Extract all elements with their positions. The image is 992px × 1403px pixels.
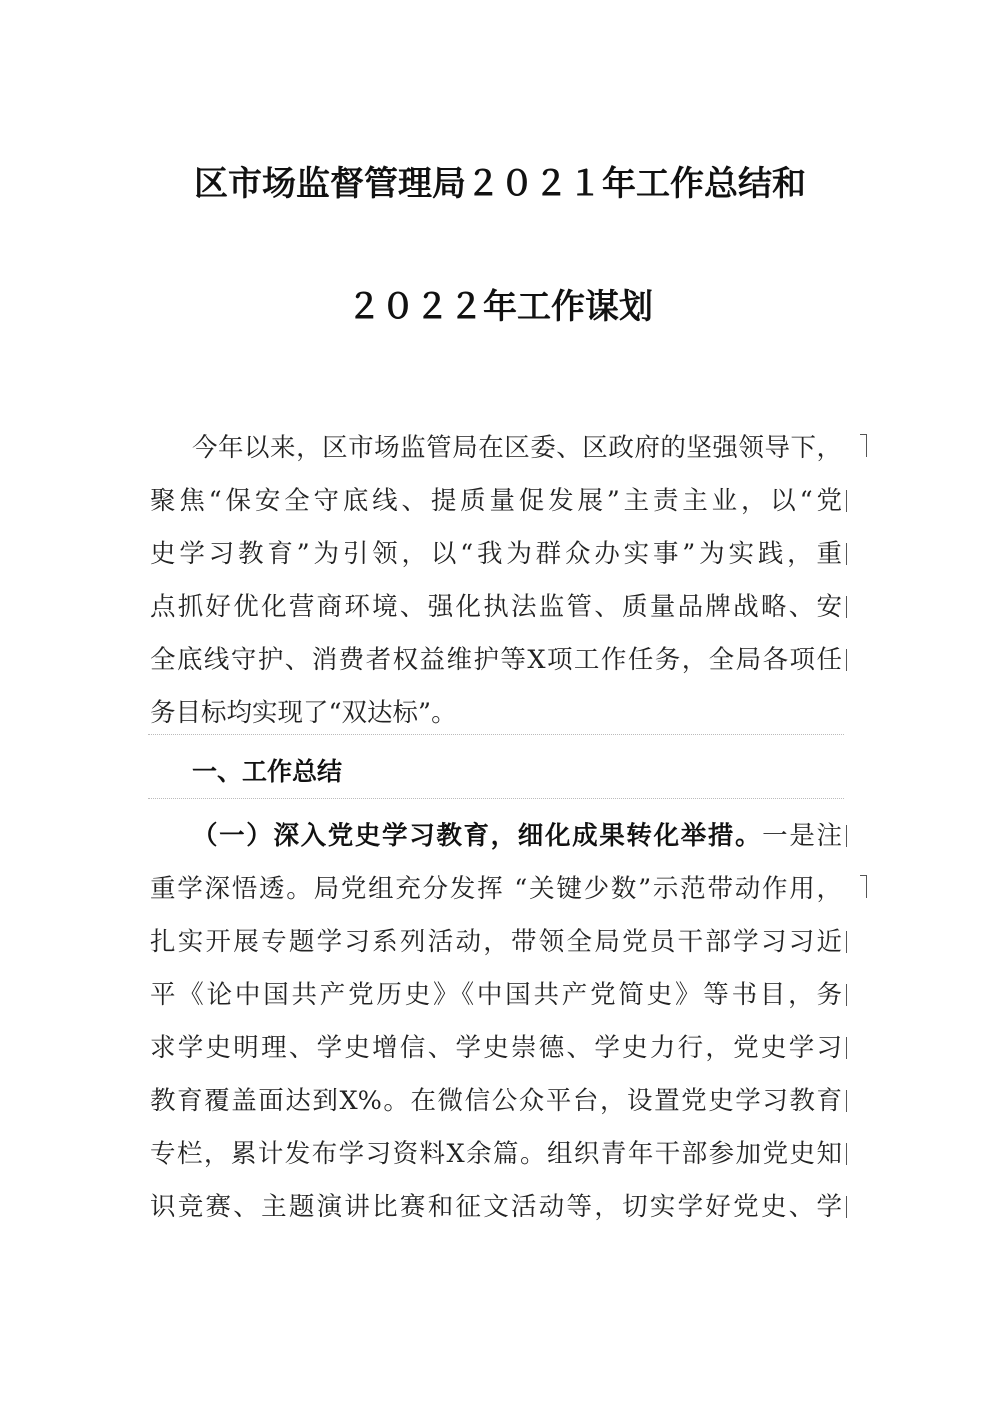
- paragraph-separator: [148, 798, 844, 799]
- margin-mark: [846, 825, 847, 847]
- margin-corner-mark: [860, 434, 867, 457]
- paragraph-separator: [148, 734, 844, 735]
- paragraph-line: 今年以来，区市场监管局在区委、区政府的坚强领导下，: [192, 433, 842, 463]
- document-title-line-1: 区市场监督管理局２０２１年工作总结和: [194, 164, 806, 204]
- section-heading: 一、工作总结: [192, 757, 343, 786]
- document-title-line-2: ２０２２年工作谋划: [347, 287, 653, 327]
- paragraph-line: 识竞赛、主题演讲比赛和征文活动等，切实学好党史、学: [150, 1192, 842, 1222]
- margin-mark: [846, 1090, 847, 1112]
- margin-mark: [846, 649, 847, 671]
- margin-mark: [846, 1037, 847, 1059]
- paragraph-line: 求学史明理、学史增信、学史崇德、学史力行，党史学习: [150, 1033, 842, 1063]
- margin-mark: [846, 1143, 847, 1165]
- subsection-text: 一是注: [762, 821, 842, 851]
- margin-mark: [846, 543, 847, 565]
- paragraph-line: 重学深悟透。局党组充分发挥 “关键少数”示范带动作用，: [150, 874, 842, 904]
- paragraph-line: 务目标均实现了“双达标”。: [150, 698, 457, 728]
- paragraph-line: 史学习教育”为引领，以“我为群众办实事”为实践，重: [150, 539, 842, 569]
- paragraph-line: 全底线守护、消费者权益维护等X项工作任务，全局各项任: [150, 645, 842, 675]
- subsection-first-line: [192, 816, 842, 856]
- margin-corner-mark: [860, 875, 867, 898]
- margin-mark: [846, 931, 847, 953]
- paragraph-line: 点抓好优化营商环境、强化执法监管、质量品牌战略、安: [150, 592, 842, 622]
- margin-mark: [846, 1196, 847, 1218]
- paragraph-line: 教育覆盖面达到X%。在微信公众平台，设置党史学习教育: [150, 1086, 842, 1116]
- subsection-heading: （一）深入党史学习教育，细化成果转化举措。: [192, 821, 763, 851]
- paragraph-line: 专栏，累计发布学习资料X余篇。组织青年干部参加党史知: [150, 1139, 842, 1169]
- margin-mark: [846, 596, 847, 618]
- margin-mark: [846, 984, 847, 1006]
- paragraph-line: 扎实开展专题学习系列活动，带领全局党员干部学习习近: [150, 927, 842, 957]
- margin-mark: [846, 490, 847, 512]
- paragraph-line: 平《论中国共产党历史》《中国共产党简史》等书目，务: [150, 980, 842, 1010]
- paragraph-line: 聚焦“保安全守底线、提质量促发展”主责主业，以“党: [150, 486, 842, 516]
